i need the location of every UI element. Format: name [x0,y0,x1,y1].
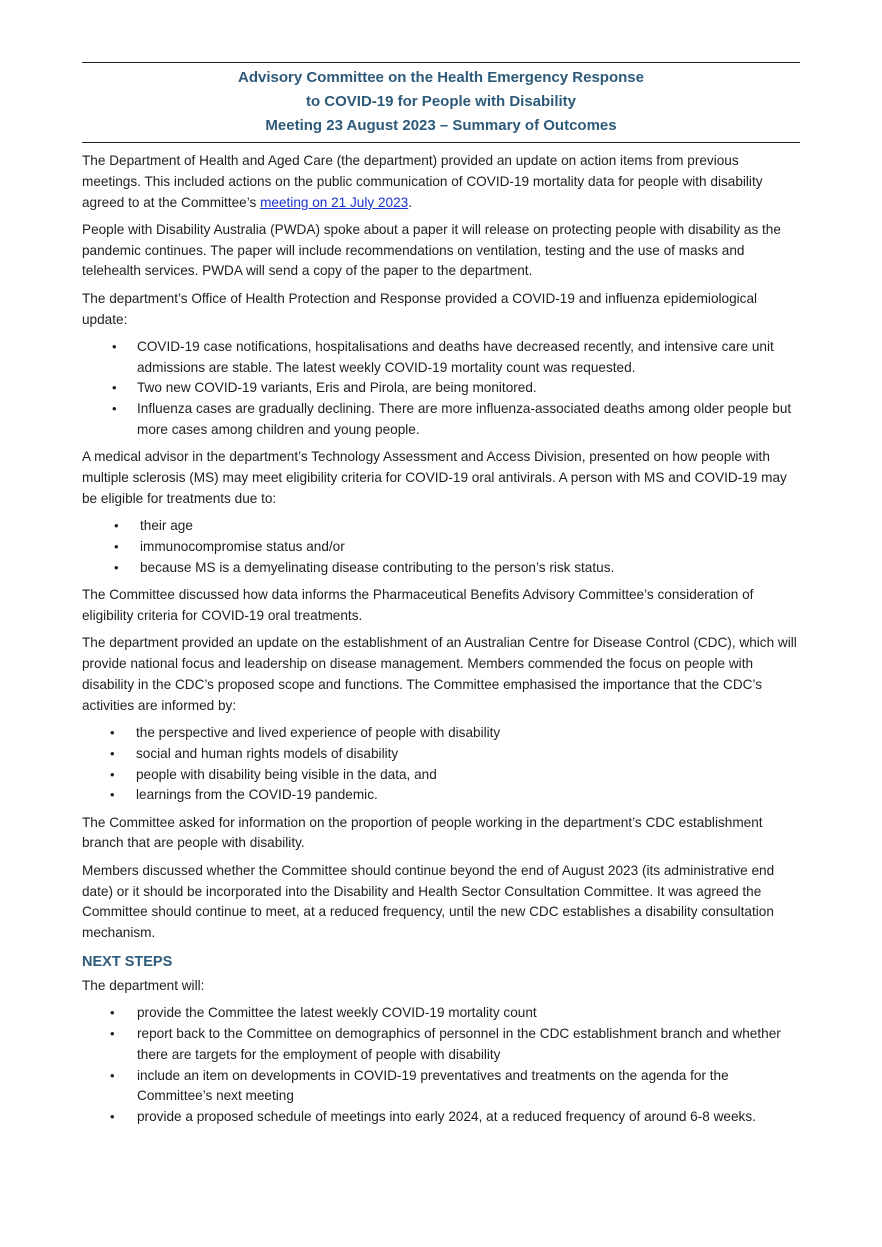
list-item [82,558,800,579]
list-item-text: the perspective and lived experience of people with disability [136,724,501,740]
next-steps-intro: The department will: [82,977,205,993]
bullet-icon: • [114,539,119,555]
list-item [82,765,800,786]
bullet-icon: • [112,401,117,417]
list-item [82,785,800,806]
paragraph-ms-antivirals: A medical advisor in the department’s Technology Assessment and Access Division, presented on how people with multiple sclerosis (MS) may meet eligibility criteria for COVID-19 oral antivirals. A person with MS and COVID-19 may be eligible for treatments due to: [82,449,787,506]
title-block [82,62,800,143]
epi-update-list [82,337,800,441]
list-item-text: because MS is a demyelinating disease contributing to the person’s risk status. [140,559,615,575]
list-item [82,1003,800,1024]
paragraph-action-items [82,151,800,213]
paragraph-pbac: The Committee discussed how data informs the Pharmaceutical Benefits Advisory Committee’s consideration of eligibility criteria for COVID-19 oral treatments. [82,587,754,623]
cdc-informed-by-list [82,723,800,806]
paragraph-committee-future: Members discussed whether the Committee should continue beyond the end of August 2023 (its administrative end date) or it should be incorporated into the Disability and Health Sector Consultation Committee. It was agreed the Committee should continue to meet, at a reduced frequency, until the new CDC establishes a disability consultation mechanism. [82,862,775,941]
list-item-text: COVID-19 case notifications, hospitalisations and deaths have decreased recently, and intensive care unit admissions are stable. The latest weekly COVID-19 mortality count was requested. [137,338,774,375]
meeting-link[interactable]: meeting on 21 July 2023 [260,194,409,210]
ms-eligibility-list [82,516,800,578]
bullet-icon: • [110,1109,115,1125]
list-item-text: learnings from the COVID-19 pandemic. [136,787,378,803]
paragraph-cdc-staff: The Committee asked for information on the proportion of people working in the department’s CDC establishment branch that are people with disability. [82,814,763,851]
bullet-icon: • [114,518,119,534]
list-item-text: report back to the Committee on demographics of personnel in the CDC establishment branch and whether there are targets for the employment of people with disability [137,1025,781,1062]
list-item [82,516,800,537]
bullet-icon: • [110,766,115,782]
bullet-icon: • [110,1025,115,1041]
paragraph-cdc-update: The department provided an update on the establishment of an Australian Centre for Disease Control (CDC), which will provide national focus and leadership on disease management. Members commended the focus on people with disability in the CDC’s proposed scope and functions. The Committee emphasised the importance that the CDC’s activities are informed by: [82,635,797,713]
list-item [82,1107,800,1128]
list-item-text: Two new COVID-19 variants, Eris and Pirola, are being monitored. [137,380,537,396]
next-steps-list [82,1003,800,1128]
list-item [82,1024,800,1066]
bullet-icon: • [110,745,115,761]
list-item-text: provide the Committee the latest weekly COVID-19 mortality count [137,1005,537,1021]
title-line-3: Meeting 23 August 2023 – Summary of Outcomes [265,117,617,134]
title-line-2: to COVID-19 for People with Disability [305,93,577,110]
bullet-icon: • [112,338,117,354]
list-item-text: their age [140,518,193,534]
list-item-text: include an item on developments in COVID-19 preventatives and treatments on the agenda for the Committee’s next meeting [137,1067,729,1104]
bullet-icon: • [110,1005,115,1021]
title-line-1: Advisory Committee on the Health Emergency Response [238,69,644,86]
list-item [82,378,800,399]
bullet-icon: • [114,559,119,575]
list-item [82,744,800,765]
paragraph-pwda: People with Disability Australia (PWDA) spoke about a paper it will release on protecting people with disability as the pandemic continues. The paper will include recommendations on ventilation, testing and the use of masks and telehealth services. PWDA will send a copy of the paper to the department. [82,221,781,279]
bullet-icon: • [110,787,115,803]
list-item [82,723,800,744]
bullet-icon: • [110,1067,115,1083]
list-item-text: social and human rights models of disability [136,745,399,761]
list-item-text: people with disability being visible in the data, and [136,766,437,782]
list-item [82,399,800,441]
list-item [82,537,800,558]
bullet-icon: • [112,380,117,396]
list-item-text: provide a proposed schedule of meetings into early 2024, at a reduced frequency of around 6-8 weeks. [137,1109,756,1125]
document-page [82,62,800,1134]
paragraph-epi-update: The department’s Office of Health Protection and Response provided a COVID-19 and influenza epidemiological update: [82,290,758,327]
paragraph-action-items-text: The Department of Health and Aged Care (the department) provided an update on action items from previous meetings. This included actions on the public communication of COVID-19 mortality data for people with disability agreed to at the Committee’s [82,153,763,210]
list-item [82,1066,800,1108]
bullet-icon: • [110,724,115,740]
list-item [82,337,800,379]
next-steps-heading: NEXT STEPS [82,953,173,970]
list-item-text: immunocompromise status and/or [140,539,345,555]
list-item-text: Influenza cases are gradually declining. There are more influenza-associated deaths among older people but more cases among children and young people. [137,401,792,438]
paragraph-action-items-end: . [408,194,412,210]
